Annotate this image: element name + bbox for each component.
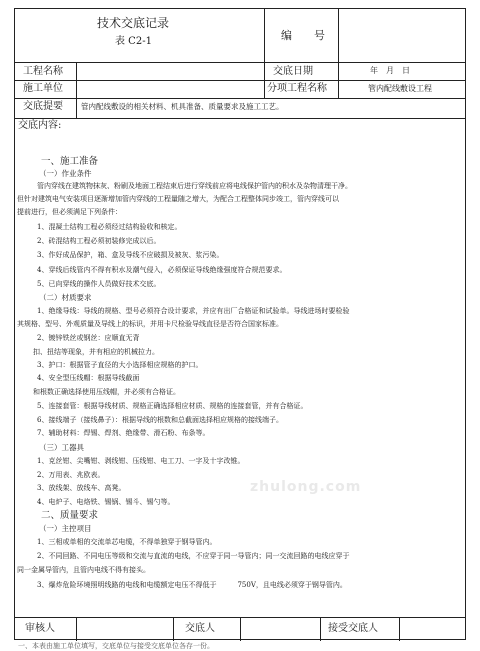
content-line: 2、砖混结构工程必须初装修完成以后。: [37, 237, 161, 245]
form-number: 表 C2-1: [115, 36, 152, 47]
section-heading: 二、质量要求: [41, 510, 99, 521]
number-label: 编 号: [281, 29, 325, 42]
subsection-heading: （二）材质要求: [39, 293, 92, 302]
acceptor-label: 接受交底人: [328, 623, 378, 634]
disclosure-date-value[interactable]: 年 月 日: [370, 66, 410, 75]
subsection-heading: （三）工器具: [39, 443, 84, 452]
content-line: 3、爆炸危险环境照明线路的电线和电缆额定电压不得低于 750V，且电线必须穿于钢导管内。: [37, 581, 347, 589]
content-line: 扣、扭结等现象，并有相应的机械拉力。: [33, 348, 159, 356]
content-line: 其规格、型号、外观质量及导线上的标识，并用卡尺检验导线直径是否符合国家标准。: [17, 320, 283, 328]
content-line: 管内穿线在建筑物抹灰、粉刷及地面工程结束后进行穿线前应将电线保护管内的积水及杂物清理干净。: [37, 182, 352, 190]
content-line: 4、穿线后线管内不得有积水及潮气侵入，必须保证导线绝缘强度符合规范要求。: [37, 266, 287, 274]
content-line: 1、三相或单相的交流单芯电缆，不得单独穿于钢导管内。: [37, 538, 217, 546]
content-line: 3、作好成品保护，箱、盒及导线不应破损及被灰、浆污染。: [37, 251, 224, 259]
content-line: 3、护口：根据管子直径的大小选择相应规格的护口。: [37, 361, 203, 369]
construction-unit-label: 施工单位: [23, 83, 63, 94]
subproject-value[interactable]: 管内配线敷设工程: [368, 84, 432, 93]
content-line: 4、安全型压线帽：根据导线截面: [37, 374, 140, 382]
form-title: 技术交底记录: [97, 16, 170, 30]
content-line: 提前进行，但必须满足下列条件：: [17, 208, 122, 216]
content-line: 2、万用表、兆欧表。: [37, 471, 105, 479]
reviewer-label: 审核人: [25, 623, 55, 634]
discloser-label: 交底人: [185, 623, 215, 634]
subproject-label: 分项工程名称: [267, 83, 327, 94]
content-line: 6、接线端子（接线鼻子）：根据导线的根数和总截面选择相应规格的接线端子。: [37, 416, 283, 424]
watermark: zhulong.com: [250, 479, 362, 495]
content-line: 7、辅助材料：焊锡、焊剂、绝缘带、滑石粉、布条等。: [37, 429, 210, 437]
content-line: 但针对建筑电气安装项目逐渐增加管内穿线的工程量随之增大，为配合工程整体同步竣工，管内穿线可以: [17, 195, 339, 203]
section-heading: 一、施工准备: [41, 156, 99, 167]
content-line: 2、不同回路、不同电压等级和交流与直流的电线，不应穿于同一导管内；同一交流回路的电线应穿于: [37, 552, 350, 560]
content-line: 2、镀锌铁丝或钢丝：应顺直无背: [37, 334, 140, 342]
content-line: 5、已向穿线的操作人员做好技术交底。: [37, 280, 161, 288]
content-line: 3、放线架、放线车、高凳。: [37, 484, 126, 492]
content-line: 4、电炉子、电烙铁、锡锅、锡斗、锡勺等。: [37, 498, 175, 506]
content-line: 和根数正确选择使用压线帽，并必须有合格证。: [33, 388, 180, 396]
disclosure-form: [14, 8, 466, 640]
content-line: 1、克丝钳、尖嘴钳、剥线钳、压线钳、电工刀、一字及十字改锥。: [37, 457, 245, 465]
project-name-label: 工程名称: [23, 66, 63, 77]
content-line: 1、混凝土结构工程必须经过结构验收和核定。: [37, 223, 182, 231]
footer-note: 一、本表由施工单位填写，交底单位与接受交底单位各存一份。: [18, 642, 214, 650]
subsection-heading: （一）主控项目: [39, 524, 92, 533]
subsection-heading: （一）作业条件: [39, 169, 92, 178]
content-line: 5、连接套管：根据导线材质、规格正确选择相应材质、规格的连接套管，并有合格证。: [37, 402, 308, 410]
summary-value[interactable]: 管内配线敷设的相关材料、机具准备、质量要求及施工工艺。: [81, 102, 284, 111]
content-line: 1、绝缘导线：导线的规格、型号必须符合设计要求，并应有出厂合格证和试验单。导线进场时要检验: [37, 307, 350, 315]
content-line: 同一金属导管内，且管内电线不得有接头。: [17, 566, 150, 574]
disclosure-date-label: 交底日期: [273, 66, 313, 77]
summary-label: 交底提要: [23, 101, 63, 112]
content-label: 交底内容:: [18, 120, 62, 131]
